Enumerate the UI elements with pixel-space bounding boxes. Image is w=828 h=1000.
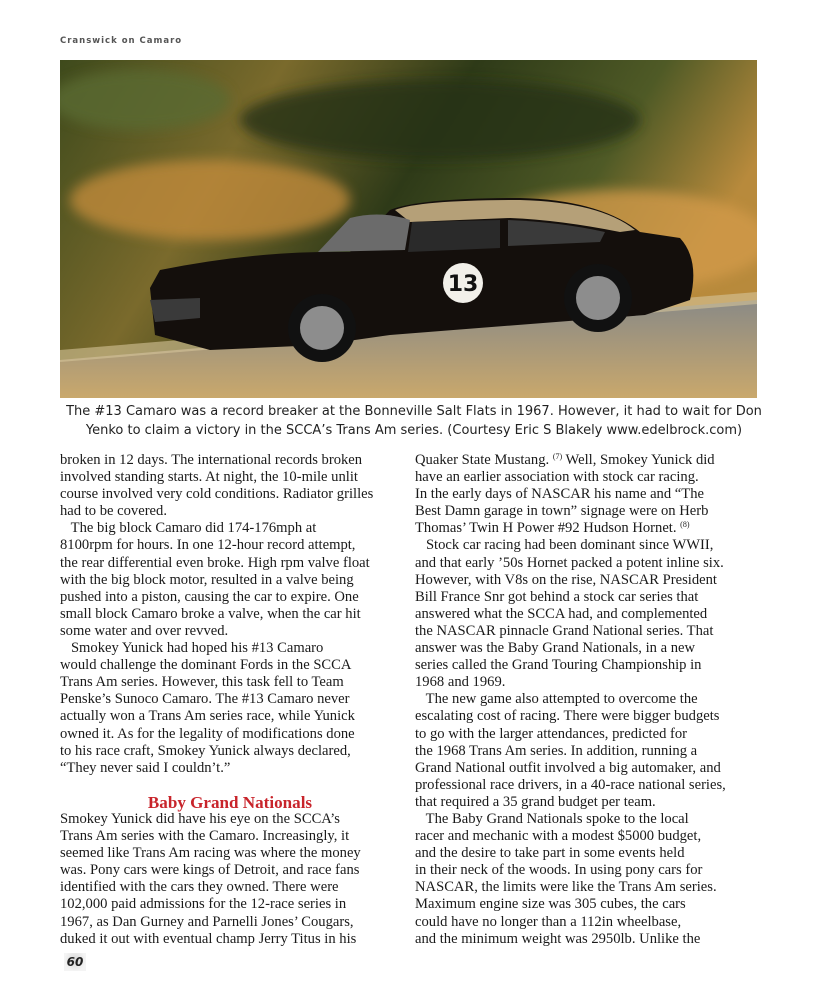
section-heading: Baby Grand Nationals [147, 792, 313, 812]
car-number: 13 [447, 272, 479, 297]
running-head: Cranswick on Camaro [60, 36, 183, 46]
paragraph: The big block Camaro did 174-176mph at 8100rpm for hours. In one 12-hour record attempt, the rear differential even broke. High rpm valve float with the big block motor, resulted in a valve being pushed into a piston, causing the car to expire. One small block Camaro broke a valve, when the car hit some water and over revved. [60, 520, 370, 639]
paragraph [415, 452, 760, 537]
text: Well, Smokey Yunick did have an earlier association with stock car racing. In the early days of NASCAR his name and “The Best Damn garage in town” signage were on Herb Thomas’ Twin H Power #92 Hudson Hornet. [415, 452, 715, 537]
paragraph: The Baby Grand Nationals spoke to the local racer and mechanic with a modest $5000 budget, and the desire to take part in some events held in their neck of the woods. In using pony cars for NASCAR, the limits were like the Trans Am series. Maximum engine size was 305 cubes, the cars could have no longer than a 112in wheelbase, and the minimum weight was 2950lb. Unlike the [415, 810, 717, 947]
footnote-ref: (7) [552, 452, 563, 461]
footnote-ref: (8) [680, 520, 690, 530]
paragraph: Smokey Yunick had hoped his #13 Camaro would challenge the dominant Fords in the SCCA Trans Am series. However, this task fell to Team Penske’s Sunoco Camaro. The #13 Camaro never actually won a Trans Am series race, while Yunick owned it. As for the legality of modifications done to his race craft, Smokey Yunick always declared, “They never said I couldn’t.” [60, 640, 355, 776]
text: Quaker State Mustang. [415, 452, 553, 468]
paragraph: Stock car racing had been dominant since WWII, and that early ’50s Hornet packed a potent inline six. However, with V8s on the rise, NASCAR President Bill France Snr got behind a stock car series that answered what the SCCA had, and complemented the NASCAR pinnacle Grand National series. That answer was the Baby Grand Nationals, in a new series called the Grand Touring Championship in 1968 and 1969. [415, 537, 724, 691]
page-number: 60 [64, 953, 86, 971]
right-column [415, 452, 760, 948]
left-column [60, 452, 400, 948]
camaro-photo [60, 60, 757, 398]
paragraph: broken in 12 days. The international records broken involved standing starts. At night, the 10-mile unlit course involved very cold conditions. Radiator grilles had to be covered. [60, 452, 374, 520]
photo-caption: The #13 Camaro was a record breaker at the Bonneville Salt Flats in 1967. However, it had to wait for Don Yenko to claim a victory in the SCCA’s Trans Am series. (Courtesy Eric S Blakely www.edelbrock.com) [66, 404, 762, 438]
paragraph: Smokey Yunick did have his eye on the SCCA’s Trans Am series with the Camaro. Increasingly, it seemed like Trans Am racing was where the money was. Pony cars were kings of Detroit, and race fans identified with the cars they owned. There were 102,000 paid admissions for the 12-race series in 1967, as Dan Gurney and Parnelli Jones’ Cougars, duked it out with eventual champ Jerry Titus in his [60, 810, 361, 947]
paragraph: The new game also attempted to overcome the escalating cost of racing. There were bigger budgets to go with the larger attendances, predicted for the 1968 Trans Am series. In addition, running a Grand National outfit involved a big automaker, and professional race drivers, in a 40-race national series, that required a 35 grand budget per team. [415, 691, 726, 810]
